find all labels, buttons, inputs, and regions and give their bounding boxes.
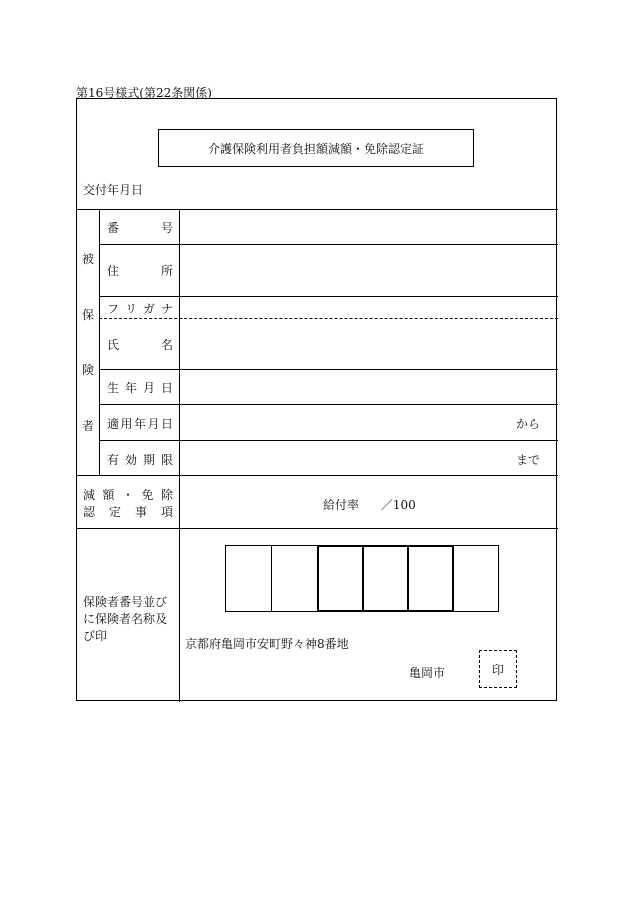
- divider: [179, 209, 180, 702]
- divider: [99, 209, 100, 475]
- address-label: 住 所: [107, 264, 173, 278]
- divider: [99, 440, 558, 441]
- insurer-label-line3: び印: [83, 629, 108, 643]
- insurer-number-box[interactable]: [271, 545, 318, 612]
- divider: [99, 318, 558, 319]
- divider: [77, 209, 558, 210]
- insured-char: 者: [81, 418, 94, 433]
- divider: [99, 404, 558, 405]
- divider: [99, 369, 558, 370]
- benefit-rate: [323, 496, 416, 513]
- certificate-form: [76, 98, 557, 701]
- applied-date-label: 適 用 年 月 日: [107, 417, 173, 431]
- insured-char: 被: [81, 252, 94, 267]
- name-label: 氏 名: [107, 338, 173, 352]
- divider: [77, 528, 558, 529]
- insurer-label-line2: に保険者名称及: [83, 612, 168, 626]
- benefit-rate-unit: ／100: [380, 498, 416, 512]
- reduction-label-line2: 認 定 事 項: [83, 505, 173, 519]
- furigana-label: フ リ ガ ナ: [107, 302, 173, 316]
- validity-label: 有 効 期 限: [107, 453, 173, 467]
- divider: [99, 296, 558, 297]
- seal-box: [479, 650, 517, 688]
- insurer-number-box[interactable]: [452, 545, 499, 612]
- certificate-title: 介護保険利用者負担額減額・免除認定証: [158, 129, 474, 167]
- form-number: 第16号様式(第22条関係): [76, 86, 212, 100]
- insurer-label: [83, 594, 167, 645]
- divider: [99, 244, 558, 245]
- insurer-number-box[interactable]: [317, 545, 364, 612]
- insurer-name: 亀岡市: [409, 666, 446, 680]
- insurer-address: 京都府亀岡市安町野々神8番地: [185, 637, 349, 651]
- applied-date-suffix: から: [516, 417, 541, 431]
- insured-label: [77, 209, 99, 475]
- birth-date-label: 生 年 月 日: [107, 381, 173, 395]
- issue-date-label: 交付年月日: [83, 183, 144, 197]
- validity-suffix: まで: [516, 453, 541, 467]
- insurer-label-line1: 保険者番号並び: [83, 595, 168, 609]
- number-label: 番 号: [107, 221, 173, 235]
- divider: [77, 475, 558, 476]
- insurer-number-boxes: [225, 545, 498, 612]
- insurer-number-box[interactable]: [407, 545, 454, 612]
- reduction-label-line1: 減 額 ・ 免 除: [83, 488, 173, 502]
- insurer-number-box[interactable]: [225, 545, 272, 612]
- insured-char: 険: [81, 363, 94, 378]
- seal-label: 印: [491, 662, 504, 677]
- insurer-number-box[interactable]: [362, 545, 409, 612]
- insured-char: 保: [81, 307, 94, 322]
- benefit-rate-label: 給付率: [323, 498, 360, 512]
